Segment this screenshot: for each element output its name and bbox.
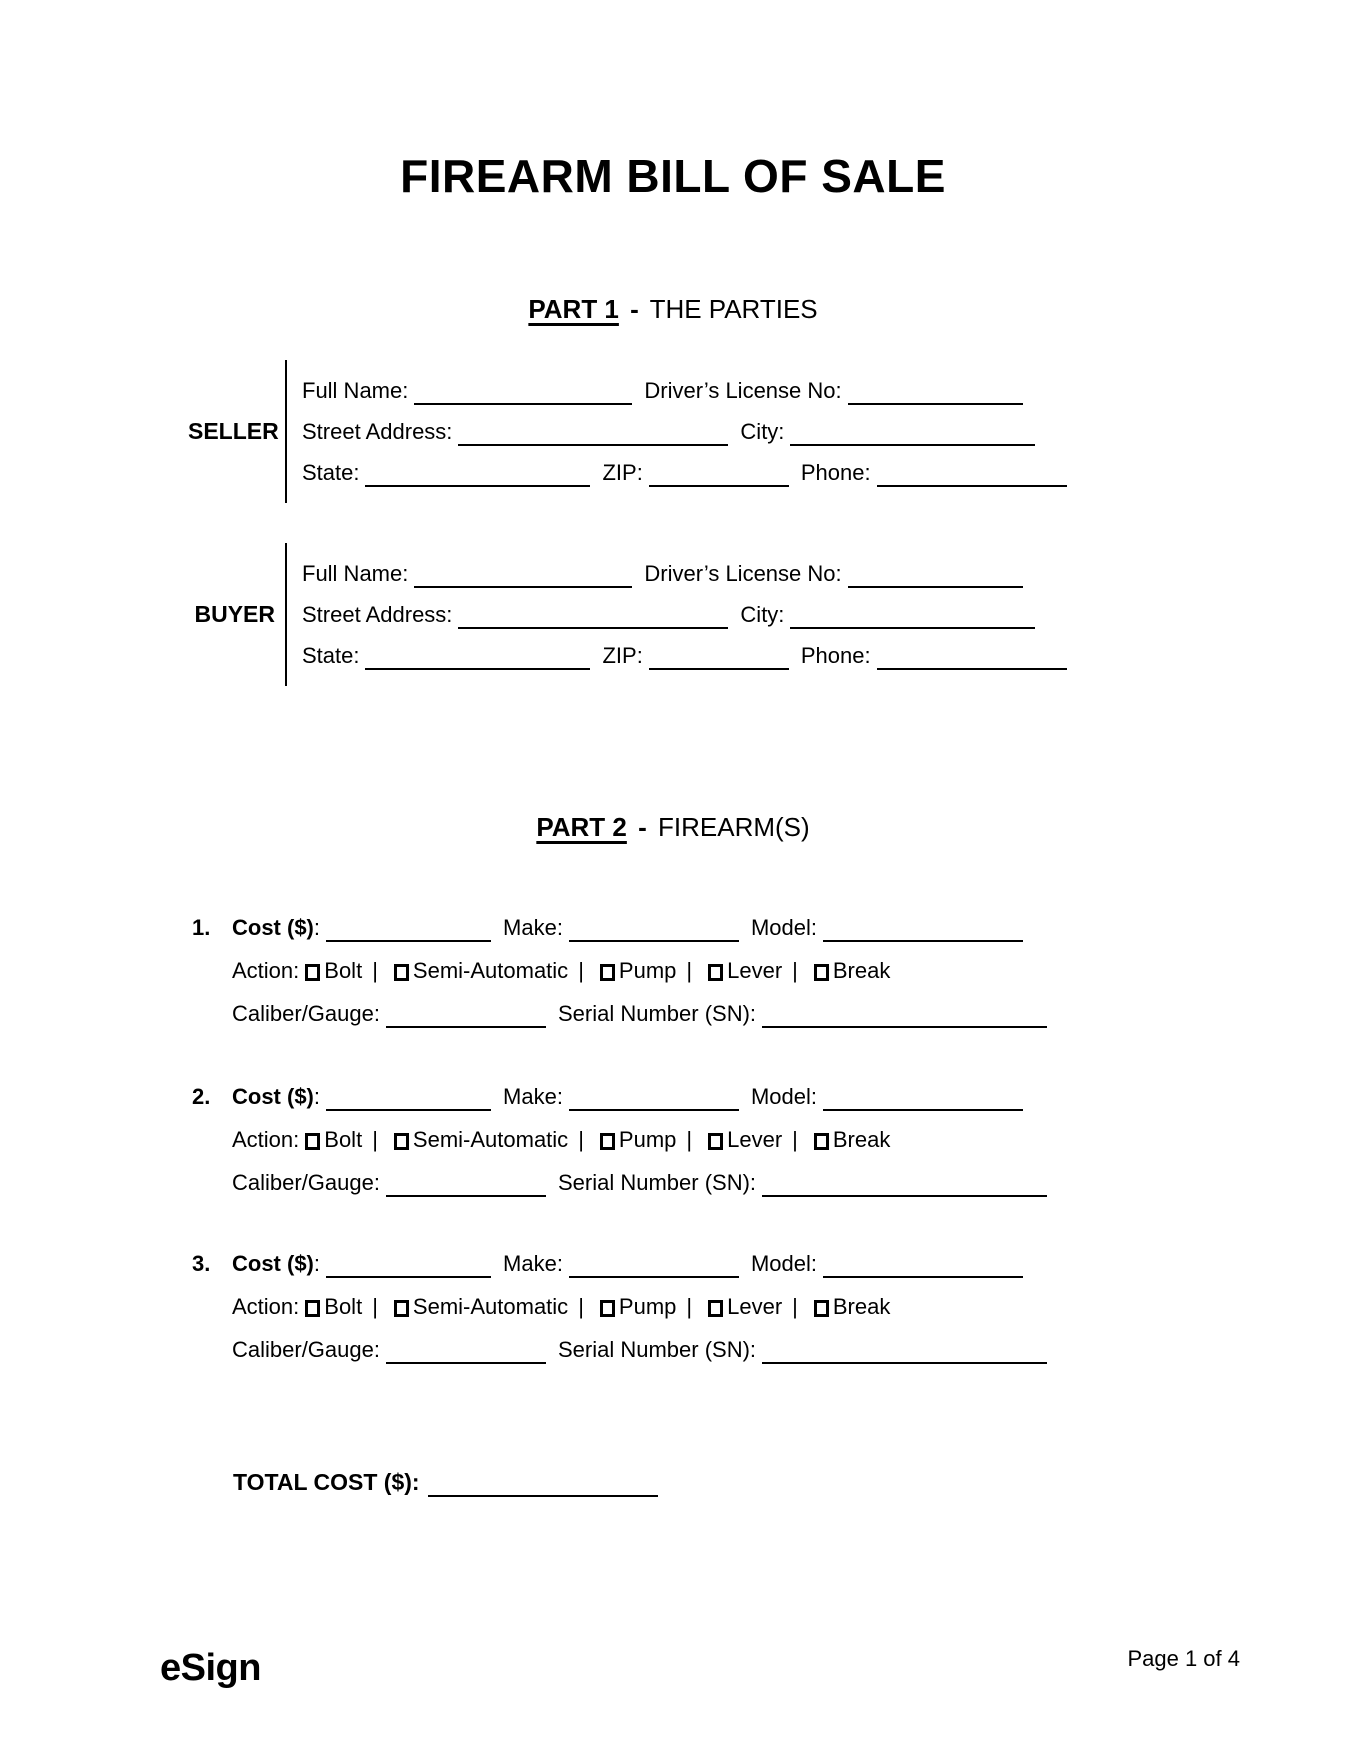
part2-heading-separator: - <box>638 812 647 842</box>
action-option-break: Break <box>832 1127 891 1152</box>
serial-number-line[interactable] <box>762 1167 1047 1197</box>
make-line[interactable] <box>569 1248 739 1278</box>
separator: | <box>372 1127 378 1152</box>
full-name-label: Full Name: <box>302 561 409 586</box>
action-option-bolt: Bolt <box>324 1127 363 1152</box>
total-cost-row <box>233 1465 1346 1499</box>
seller-fields <box>285 360 1067 503</box>
make-label: Make: <box>503 915 563 940</box>
buyer-drivers-license-line[interactable] <box>848 558 1023 588</box>
buyer-name-row <box>302 553 1067 594</box>
checkbox-break[interactable] <box>814 1300 829 1317</box>
model-label: Model: <box>750 915 817 940</box>
phone-label: Phone: <box>800 460 871 485</box>
firearm-1-action-row <box>192 949 1346 992</box>
checkbox-semi-automatic[interactable] <box>394 1300 409 1317</box>
caliber-gauge-label: Caliber/Gauge: <box>232 1001 380 1026</box>
esign-logo: eSign <box>160 1647 261 1689</box>
buyer-zip-line[interactable] <box>649 640 789 670</box>
make-label: Make: <box>503 1251 563 1276</box>
action-option-lever: Lever <box>727 1294 783 1319</box>
full-name-label: Full Name: <box>302 378 409 403</box>
state-label: State: <box>302 643 360 668</box>
buyer-city-line[interactable] <box>790 599 1035 629</box>
zip-label: ZIP: <box>602 460 643 485</box>
firearm-item-1 <box>192 906 1346 1035</box>
action-option-pump: Pump <box>618 1127 677 1152</box>
checkbox-pump[interactable] <box>600 964 615 981</box>
checkbox-bolt[interactable] <box>305 964 320 981</box>
action-option-bolt: Bolt <box>324 1294 363 1319</box>
action-option-semi-automatic: Semi-Automatic <box>412 958 569 983</box>
separator: | <box>686 958 693 983</box>
caliber-gauge-label: Caliber/Gauge: <box>232 1170 380 1195</box>
buyer-role-label: BUYER <box>194 601 275 627</box>
serial-number-label: Serial Number (SN): <box>557 1170 757 1195</box>
state-label: State: <box>302 460 360 485</box>
action-label: Action: <box>232 1294 300 1319</box>
separator: | <box>578 1127 584 1152</box>
action-option-semi-automatic: Semi-Automatic <box>412 1294 569 1319</box>
action-option-lever: Lever <box>727 958 783 983</box>
cost-line[interactable] <box>326 1248 491 1278</box>
cost-line[interactable] <box>326 912 491 942</box>
buyer-state-line[interactable] <box>365 640 590 670</box>
seller-zip-line[interactable] <box>649 457 789 487</box>
serial-number-label: Serial Number (SN): <box>557 1337 757 1362</box>
part1-heading <box>0 294 1346 324</box>
part1-heading-separator: - <box>630 294 639 324</box>
city-label: City: <box>740 419 785 444</box>
total-cost-label: TOTAL COST ($): <box>233 1469 420 1495</box>
separator: | <box>686 1127 693 1152</box>
firearm-2-caliber-row <box>192 1161 1346 1204</box>
make-line[interactable] <box>569 1081 739 1111</box>
buyer-address-row <box>302 594 1067 635</box>
action-option-break: Break <box>832 958 891 983</box>
seller-address-row <box>302 411 1067 452</box>
seller-role-label: SELLER <box>188 418 279 444</box>
street-address-label: Street Address: <box>302 602 453 627</box>
checkbox-bolt[interactable] <box>305 1300 320 1317</box>
seller-state-row <box>302 452 1067 493</box>
page-number: Page 1 of 4 <box>1127 1646 1240 1671</box>
buyer-block <box>188 543 1346 686</box>
separator: | <box>578 1294 584 1319</box>
model-line[interactable] <box>823 1248 1023 1278</box>
checkbox-lever[interactable] <box>708 964 723 981</box>
cost-label: Cost ($) <box>232 1084 314 1109</box>
part2-heading-number: PART 2 <box>536 812 627 842</box>
item-number: 1. <box>192 915 211 940</box>
separator: | <box>372 1294 378 1319</box>
seller-name-row <box>302 370 1067 411</box>
serial-number-label: Serial Number (SN): <box>557 1001 757 1026</box>
caliber-gauge-label: Caliber/Gauge: <box>232 1337 380 1362</box>
action-option-break: Break <box>832 1294 891 1319</box>
action-option-semi-automatic: Semi-Automatic <box>412 1127 569 1152</box>
separator: | <box>792 958 798 983</box>
action-option-pump: Pump <box>618 1294 677 1319</box>
document-title: FIREARM BILL OF SALE <box>400 150 946 202</box>
checkbox-semi-automatic[interactable] <box>394 964 409 981</box>
firearm-2-cost-row <box>192 1075 1346 1118</box>
seller-state-line[interactable] <box>365 457 590 487</box>
buyer-phone-line[interactable] <box>877 640 1067 670</box>
model-label: Model: <box>750 1251 817 1276</box>
firearm-item-3 <box>192 1242 1346 1371</box>
firearm-item-2 <box>192 1075 1346 1204</box>
action-label: Action: <box>232 1127 300 1152</box>
firearm-2-action-row <box>192 1118 1346 1161</box>
separator: | <box>792 1294 798 1319</box>
serial-number-line[interactable] <box>762 998 1047 1028</box>
buyer-state-row <box>302 635 1067 676</box>
drivers-license-label: Driver’s License No: <box>644 378 842 403</box>
total-cost-line[interactable] <box>428 1467 658 1497</box>
item-number: 2. <box>192 1084 211 1109</box>
city-label: City: <box>740 602 785 627</box>
checkbox-pump[interactable] <box>600 1300 615 1317</box>
item-number: 3. <box>192 1251 211 1276</box>
buyer-street-address-line[interactable] <box>458 599 728 629</box>
separator: | <box>578 958 584 983</box>
serial-number-line[interactable] <box>762 1334 1047 1364</box>
checkbox-bolt[interactable] <box>305 1133 320 1150</box>
firearm-3-cost-row <box>192 1242 1346 1285</box>
caliber-gauge-line[interactable] <box>386 1167 546 1197</box>
firearm-3-caliber-row <box>192 1328 1346 1371</box>
checkbox-break[interactable] <box>814 1133 829 1150</box>
caliber-gauge-line[interactable] <box>386 998 546 1028</box>
part1-heading-name: THE PARTIES <box>649 294 818 324</box>
seller-street-address-line[interactable] <box>458 416 728 446</box>
checkbox-semi-automatic[interactable] <box>394 1133 409 1150</box>
seller-block <box>188 360 1346 503</box>
cost-label: Cost ($) <box>232 915 314 940</box>
firearm-1-cost-row <box>192 906 1346 949</box>
model-label: Model: <box>750 1084 817 1109</box>
make-label: Make: <box>503 1084 563 1109</box>
action-option-pump: Pump <box>618 958 677 983</box>
separator: | <box>686 1294 693 1319</box>
action-option-lever: Lever <box>727 1127 783 1152</box>
model-line[interactable] <box>823 912 1023 942</box>
seller-drivers-license-line[interactable] <box>848 375 1023 405</box>
seller-full-name-line[interactable] <box>414 375 632 405</box>
checkbox-break[interactable] <box>814 964 829 981</box>
firearm-1-caliber-row <box>192 992 1346 1035</box>
phone-label: Phone: <box>800 643 871 668</box>
cost-colon: : <box>313 1251 321 1276</box>
cost-colon: : <box>313 915 321 940</box>
street-address-label: Street Address: <box>302 419 453 444</box>
caliber-gauge-line[interactable] <box>386 1334 546 1364</box>
firearm-3-action-row <box>192 1285 1346 1328</box>
checkbox-lever[interactable] <box>708 1133 723 1150</box>
seller-phone-line[interactable] <box>877 457 1067 487</box>
part2-heading-name: FIREARM(S) <box>658 812 810 842</box>
cost-label: Cost ($) <box>232 1251 314 1276</box>
buyer-full-name-line[interactable] <box>414 558 632 588</box>
seller-city-line[interactable] <box>790 416 1035 446</box>
model-line[interactable] <box>823 1081 1023 1111</box>
action-option-bolt: Bolt <box>324 958 363 983</box>
action-label: Action: <box>232 958 300 983</box>
cost-line[interactable] <box>326 1081 491 1111</box>
cost-colon: : <box>313 1084 321 1109</box>
separator: | <box>372 958 378 983</box>
make-line[interactable] <box>569 912 739 942</box>
part2-heading <box>0 812 1346 842</box>
separator: | <box>792 1127 798 1152</box>
checkbox-pump[interactable] <box>600 1133 615 1150</box>
buyer-fields <box>285 543 1067 686</box>
part1-heading-number: PART 1 <box>528 294 619 324</box>
checkbox-lever[interactable] <box>708 1300 723 1317</box>
zip-label: ZIP: <box>602 643 643 668</box>
drivers-license-label: Driver’s License No: <box>644 561 842 586</box>
